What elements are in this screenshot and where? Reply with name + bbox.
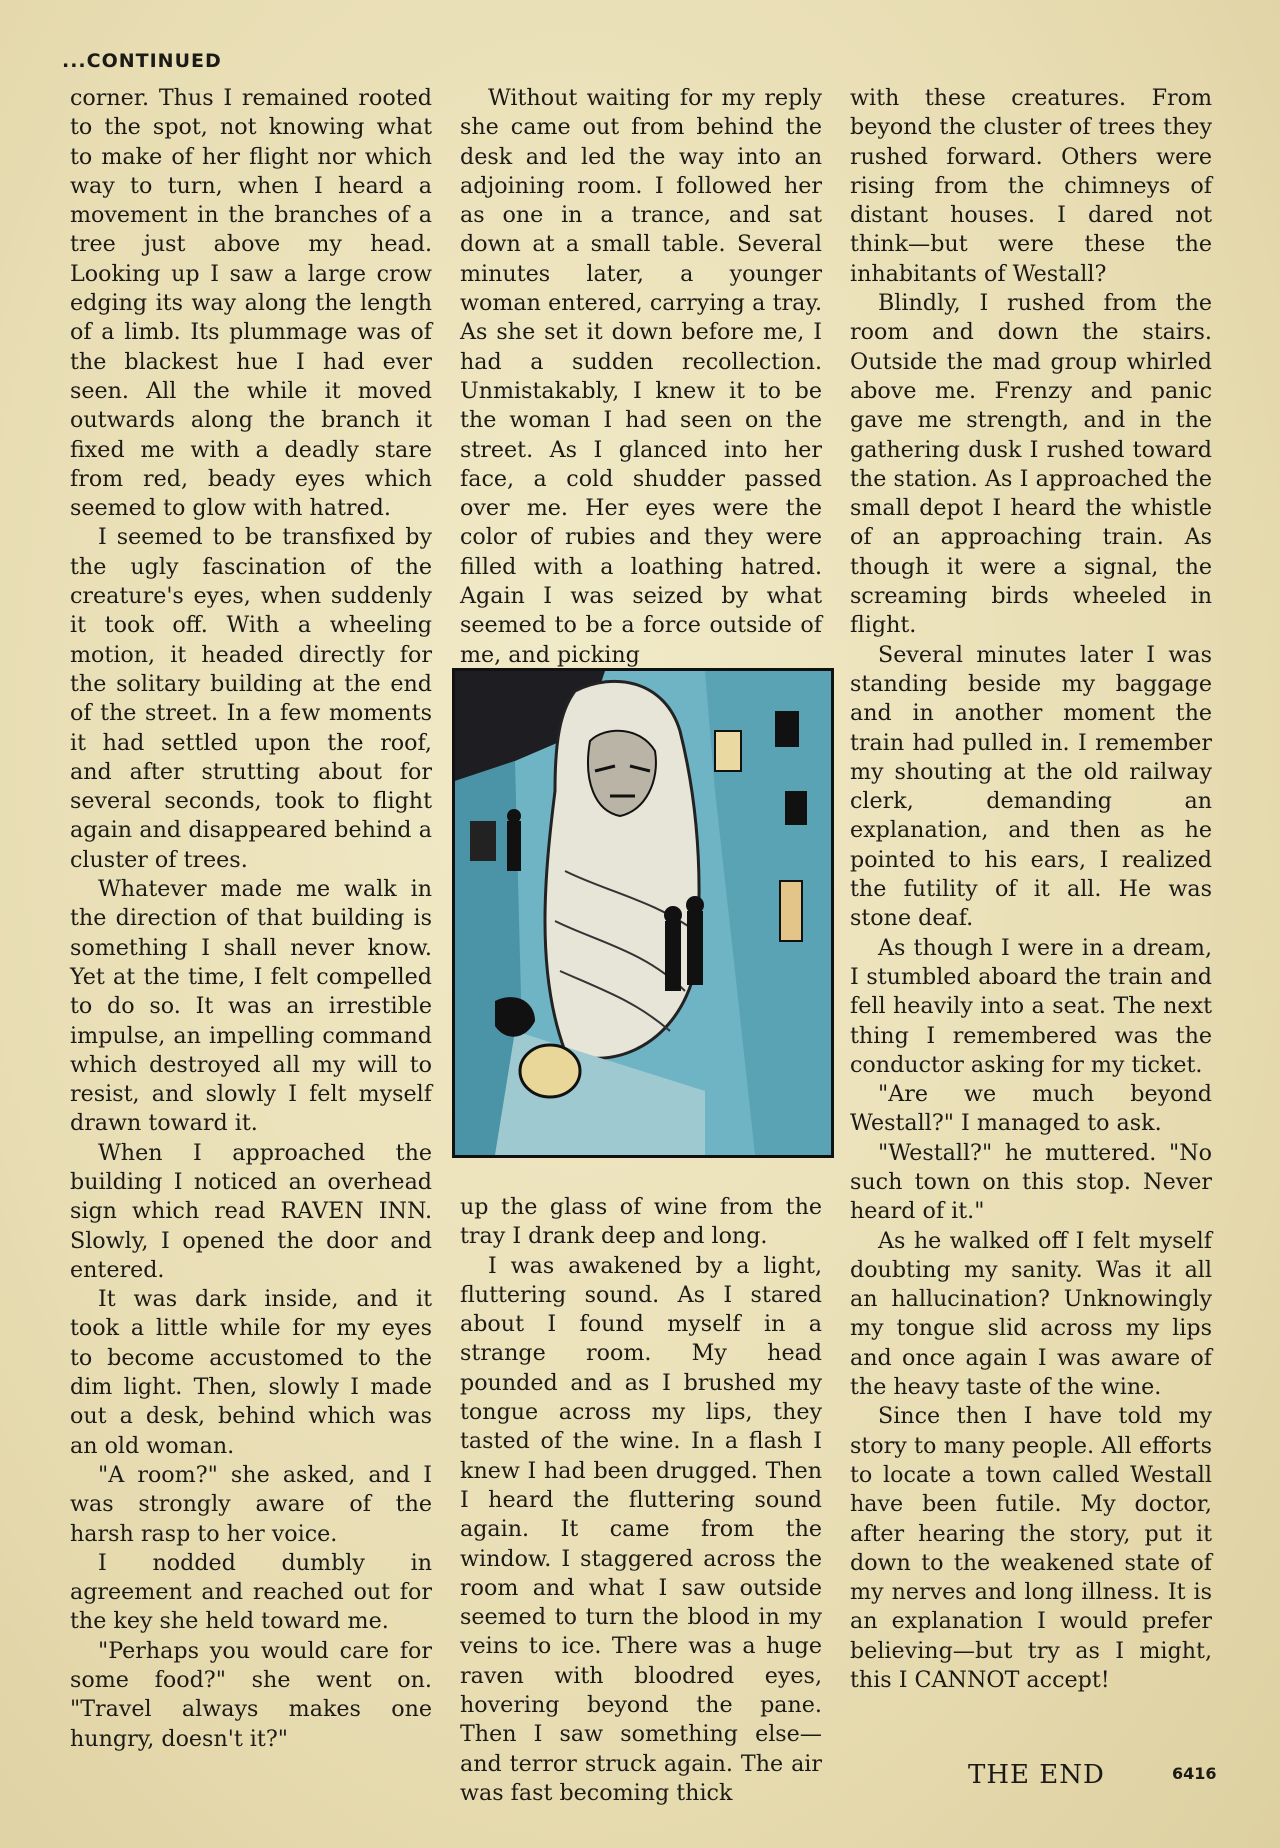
text-column-3: [850, 84, 1212, 1695]
hooded-figure-illustration: [455, 671, 831, 1155]
paragraph: As though I were in a dream, I stumbled aboard the train and fell heavily into a seat. The next thing I remembered was the conductor asking for my ticket.: [850, 934, 1212, 1078]
page-code: 6416: [1172, 1764, 1217, 1783]
continued-header: ...CONTINUED: [62, 50, 222, 72]
paragraph: corner. Thus I remained rooted to the spot, not knowing what to make of her flight nor which way to turn, when I heard a movement in the branches of a tree just above my head. Looking up I saw a large crow edging its way along the length of a limb. Its plummage was of the blackest hue I had ever seen. All the while it moved outwards along the branch it fixed me with a deadly stare from red, beady eyes which seemed to glow with hatred.: [70, 85, 432, 522]
paragraph: Without waiting for my reply she came out from behind the desk and led the way into an adjoining room. I followed her as one in a trance, and sat down at a small table. Several minutes later, a younger woman entered, carrying a tray. As she set it down before me, I had a sudden recollection. Unmistakably, I knew it to be the woman I had seen on the street. As I glanced into her face, a cold shudder passed over me. Her eyes were the color of rubies and they were filled with a loathing hatred. Again I was seized by what seemed to be a force outside of me, and picking: [460, 85, 822, 668]
paragraph: Since then I have told my story to many people. All efforts to locate a town called Westall have been futile. My doctor, after hearing the story, put it down to the weakened state of my nerves and long illness. It is an explanation I would prefer believing—but try as I might, this I CANNOT accept!: [850, 1403, 1212, 1694]
paragraph: "Westall?" he muttered. "No such town on this stop. Never heard of it.": [850, 1139, 1212, 1225]
illustration-panel: [452, 668, 834, 1158]
paragraph: Several minutes later I was standing beside my baggage and in another moment the train had pulled in. I remember my shouting at the old railway clerk, demanding an explanation, and then as he pointed to his ears, I realized the futility of it all. He was stone deaf.: [850, 641, 1212, 932]
paragraph: Blindly, I rushed from the room and down the stairs. Outside the mad group whirled above me. Frenzy and panic gave me strength, and in the gathering dusk I rushed toward the station. As I approached the small depot I heard the whistle of an approaching train. As though it were a signal, the screaming birds wheeled in flight.: [850, 290, 1212, 639]
paragraph: It was dark inside, and it took a little while for my eyes to become accustomed to the dim light. Then, slowly I made out a desk, behind which was an old woman.: [70, 1286, 432, 1459]
paragraph: I nodded dumbly in agreement and reached out for the key she held toward me.: [70, 1549, 432, 1635]
the-end-label: THE END: [968, 1760, 1105, 1790]
paragraph: up the glass of wine from the tray I drank deep and long.: [460, 1194, 822, 1250]
paragraph: "Perhaps you would care for some food?" she went on. "Travel always makes one hungry, doesn't it?": [70, 1637, 432, 1752]
paragraph: "A room?" she asked, and I was strongly aware of the harsh rasp to her voice.: [70, 1461, 432, 1547]
paragraph: I was awakened by a light, fluttering sound. As I stared about I found myself in a strange room. My head pounded and as I brushed my tongue across my lips, they tasted of the wine. In a flash I knew I had been drugged. Then I heard the fluttering sound again. It came from the window. I staggered across the room and what I saw outside seemed to turn the blood in my veins to ice. There was a huge raven with bloodred eyes, hovering beyond the pane. Then I saw something else—and terror struck again. The air was fast becoming thick: [460, 1252, 822, 1806]
paragraph: When I approached the building I noticed an overhead sign which read RAVEN INN. Slowly, I opened the door and entered.: [70, 1139, 432, 1283]
text-column-2-bottom: [460, 1193, 822, 1808]
paragraph: As he walked off I felt myself doubting my sanity. Was it all an hallucination? Unknowingly my tongue slid across my lips and once again I was aware of the heavy taste of the wine.: [850, 1227, 1212, 1401]
paragraph: "Are we much beyond Westall?" I managed to ask.: [850, 1081, 1212, 1137]
paragraph: Whatever made me walk in the direction of that building is something I shall never know. Yet at the time, I felt compelled to do so. It was an irrestible impulse, an impelling command which destroyed all my will to resist, and slowly I felt myself drawn toward it.: [70, 876, 432, 1137]
paragraph: I seemed to be transfixed by the ugly fascination of the creature's eyes, when suddenly it took off. With a wheeling motion, it headed directly for the solitary building at the end of the street. In a few moments it had settled upon the roof, and after strutting about for several seconds, took to flight again and disappeared behind a cluster of trees.: [70, 524, 432, 873]
text-column-1: [70, 84, 432, 1754]
text-column-2-top: [460, 84, 822, 670]
paragraph: with these creatures. From beyond the cluster of trees they rushed forward. Others were rising from the chimneys of distant houses. I dared not think—but were these the inhabitants of Westall?: [850, 85, 1212, 287]
